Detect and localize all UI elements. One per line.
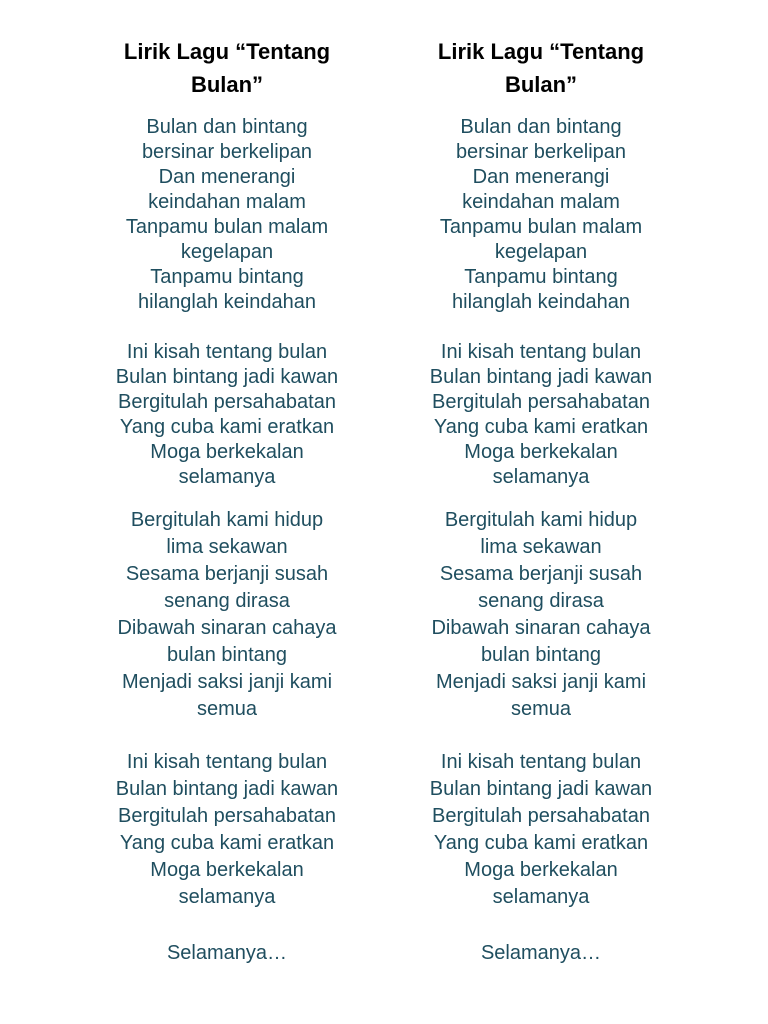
lyric-line: Bulan dan bintang [460,116,622,138]
lyric-line: Tanpamu bintang [464,266,618,288]
lyric-line: Bulan bintang jadi kawan [115,366,339,388]
song-title [82,35,372,101]
lyric-line: Yang cuba kami eratkan [119,832,335,854]
lyric-line: Selamanya… [480,942,602,964]
lyric-line: semua [196,698,258,720]
lyrics-body [82,115,372,967]
lyric-line: bulan bintang [480,644,602,666]
lyric-line: Moga berkekalan [150,441,304,463]
lyric-line: Tanpamu bulan malam [439,216,643,238]
lyric-line: hilanglah keindahan [452,291,630,313]
stanza [82,940,372,967]
lyric-line: Bulan dan bintang [146,116,308,138]
lyric-line: Bergitulah persahabatan [118,391,336,413]
lyric-line: Moga berkekalan [150,859,304,881]
lyrics-column-right [396,35,686,967]
lyric-line: Sesama berjanji susah [439,563,643,585]
lyric-line: lima sekawan [166,536,288,558]
lyric-line: selamanya [492,466,590,488]
lyric-line: Menjadi saksi janji kami [435,671,647,693]
lyric-line: Bergitulah persahabatan [432,805,650,827]
lyric-line: Bulan bintang jadi kawan [429,778,653,800]
stanza [396,749,686,911]
lyric-line: bersinar berkelipan [141,141,313,163]
lyric-line: selamanya [492,886,590,908]
lyric-line: Moga berkekalan [464,441,618,463]
song-title-line-2: Bulan” [504,72,578,97]
lyric-line: Tanpamu bulan malam [125,216,329,238]
lyric-line: bersinar berkelipan [455,141,627,163]
lyric-line: Moga berkekalan [464,859,618,881]
lyric-line: Bergitulah kami hidup [444,509,638,531]
stanza [82,115,372,315]
lyric-line: Bergitulah kami hidup [130,509,324,531]
stanza [396,340,686,490]
lyric-line: Bergitulah persahabatan [432,391,650,413]
lyric-line: Ini kisah tentang bulan [440,751,642,773]
lyric-line: bulan bintang [166,644,288,666]
lyric-line: Bulan bintang jadi kawan [429,366,653,388]
song-title-line-1: Lirik Lagu “Tentang [437,39,645,64]
lyric-line: hilanglah keindahan [138,291,316,313]
lyric-line: Ini kisah tentang bulan [126,751,328,773]
lyric-line: selamanya [178,466,276,488]
lyric-line: Dibawah sinaran cahaya [117,617,337,639]
lyric-line: keindahan malam [148,191,306,213]
lyric-line: Yang cuba kami eratkan [433,832,649,854]
stanza [82,507,372,723]
lyric-line: Selamanya… [166,942,288,964]
lyrics-column-left [82,35,372,967]
lyric-line: kegelapan [494,241,588,263]
song-title [396,35,686,101]
lyrics-body [396,115,686,967]
lyric-line: Ini kisah tentang bulan [126,341,328,363]
lyric-line: Dan menerangi [472,166,610,188]
song-title-line-1: Lirik Lagu “Tentang [123,39,331,64]
lyric-line: senang dirasa [164,590,290,612]
stanza [396,115,686,315]
stanza [396,940,686,967]
lyric-line: semua [510,698,572,720]
lyric-line: selamanya [178,886,276,908]
song-title-line-2: Bulan” [190,72,264,97]
lyric-line: Dibawah sinaran cahaya [431,617,651,639]
stanza [82,749,372,911]
lyric-line: Yang cuba kami eratkan [119,416,335,438]
lyric-line: Bulan bintang jadi kawan [115,778,339,800]
lyric-line: Yang cuba kami eratkan [433,416,649,438]
lyric-line: Dan menerangi [158,166,296,188]
lyric-line: senang dirasa [478,590,604,612]
lyric-line: Ini kisah tentang bulan [440,341,642,363]
lyric-line: Tanpamu bintang [150,266,304,288]
lyric-line: Menjadi saksi janji kami [121,671,333,693]
lyric-line: lima sekawan [480,536,602,558]
lyric-line: kegelapan [180,241,274,263]
lyric-line: Bergitulah persahabatan [118,805,336,827]
stanza [396,507,686,723]
stanza [82,340,372,490]
lyric-line: Sesama berjanji susah [125,563,329,585]
lyric-line: keindahan malam [462,191,620,213]
